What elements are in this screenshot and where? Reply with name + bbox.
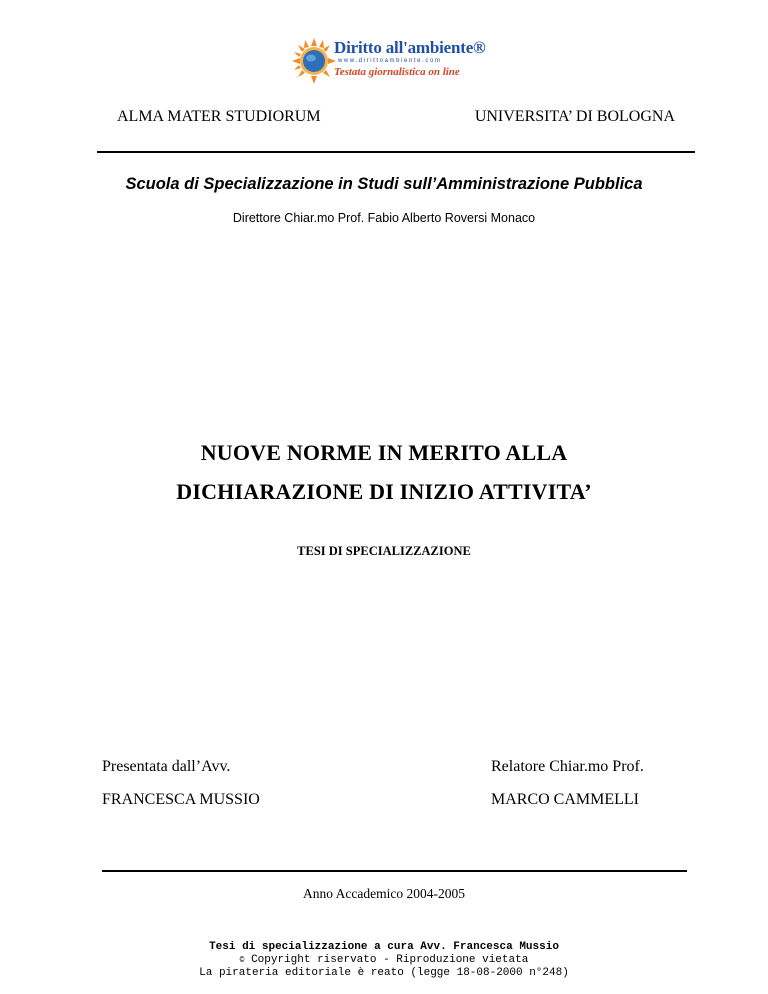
logo-tagline: Testata giornalistica on line bbox=[334, 66, 460, 78]
advisor-label: Relatore Chiar.mo Prof. bbox=[491, 758, 644, 775]
school-director: Direttore Chiar.mo Prof. Fabio Alberto Roversi Monaco bbox=[232, 211, 536, 225]
logo-website: www.dirittoambiente.com bbox=[338, 58, 442, 64]
copyright-footer bbox=[0, 941, 768, 980]
author-name: FRANCESCA MUSSIO bbox=[102, 791, 260, 808]
header-divider bbox=[97, 151, 695, 153]
presented-by-label: Presentata dall’Avv. bbox=[102, 758, 231, 775]
logo-title: Diritto all'ambiente® bbox=[334, 38, 486, 57]
thesis-title-line-1: NUOVE NORME IN MERITO ALLA bbox=[200, 440, 568, 465]
publisher-logo bbox=[292, 36, 486, 86]
university-name-left: ALMA MATER STUDIORUM bbox=[117, 108, 321, 125]
footer-copyright-text: Copyright riservato - Riproduzione vietata bbox=[244, 954, 529, 966]
academic-year: Anno Accademico 2004-2005 bbox=[303, 886, 465, 901]
footer-divider bbox=[102, 870, 687, 872]
school-name: Scuola di Specializzazione in Studi sull’Amministrazione Pubblica bbox=[125, 175, 643, 193]
copyright-icon: © bbox=[239, 956, 245, 965]
university-name-right: UNIVERSITA’ DI BOLOGNA bbox=[474, 108, 675, 125]
advisor-name: MARCO CAMMELLI bbox=[491, 791, 640, 808]
footer-piracy-notice: La pirateria editoriale è reato (legge 18-08-2000 n°248) bbox=[199, 967, 569, 979]
thesis-title-line-2: DICHIARAZIONE DI INIZIO ATTIVITA’ bbox=[176, 479, 592, 504]
thesis-type: TESI DI SPECIALIZZAZIONE bbox=[297, 544, 471, 558]
footer-copyright bbox=[0, 954, 768, 967]
footer-credit: Tesi di specializzazione a cura Avv. Francesca Mussio bbox=[209, 941, 559, 953]
sun-globe-icon bbox=[292, 36, 336, 86]
